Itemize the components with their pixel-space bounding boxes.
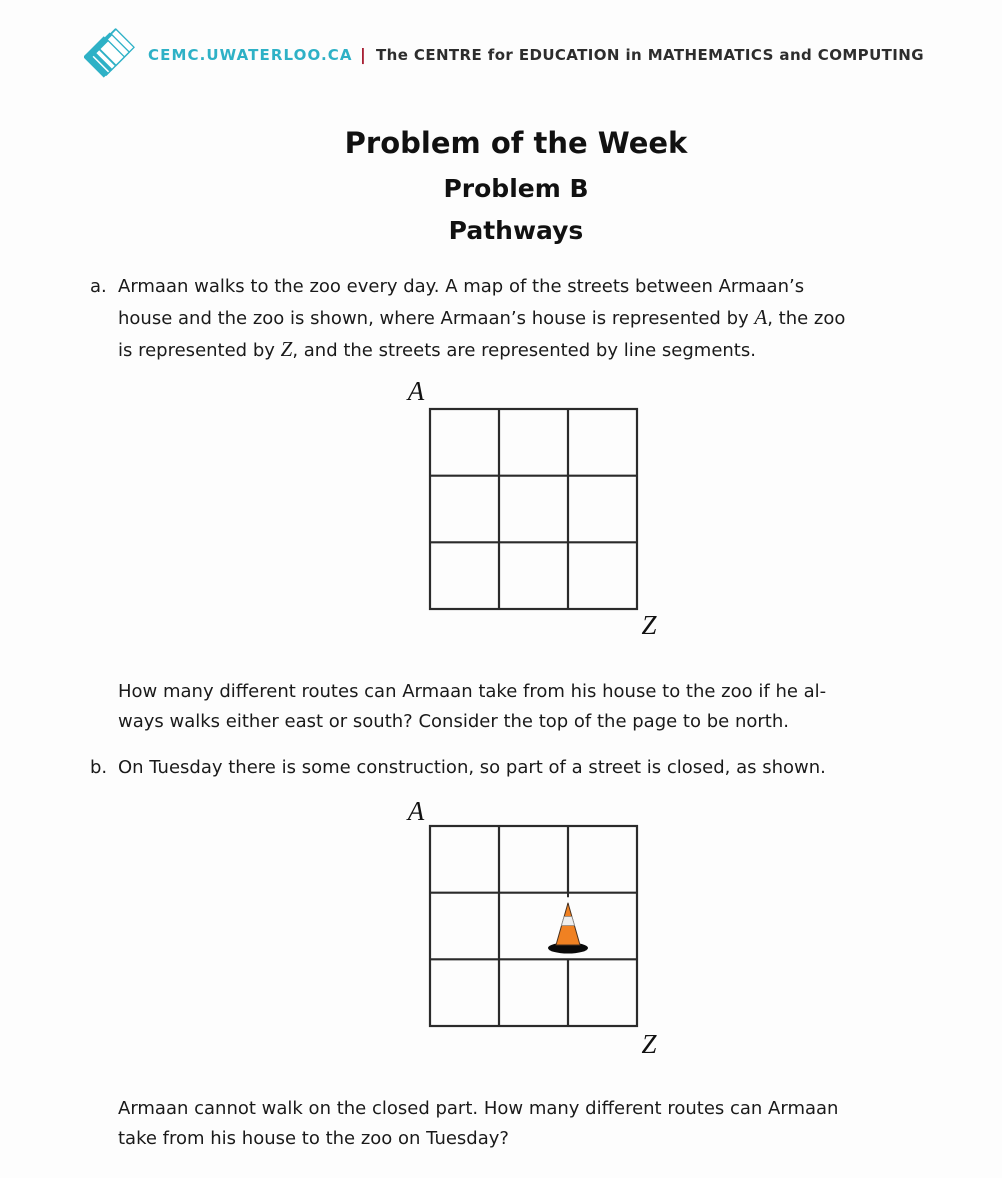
- doc-subtitle-problem: Problem B: [443, 174, 589, 203]
- doc-title: Problem of the Week: [344, 126, 688, 160]
- house-variable: A: [754, 305, 768, 329]
- problem-a-question-line-2: ways walks either east or south? Consider the top of the page to be north.: [118, 711, 789, 732]
- problem-b-intro: On Tuesday there is some construction, so part of a street is closed, as shown.: [118, 757, 826, 778]
- problem-a-paragraph: [118, 272, 958, 366]
- problem-b-question-line-1: Armaan cannot walk on the closed part. How many different routes can Armaan: [118, 1098, 839, 1119]
- problem-b-label: b.: [90, 757, 108, 778]
- header-divider: |: [360, 45, 366, 64]
- problem-b-question: [118, 1094, 958, 1154]
- doc-subtitle-topic: Pathways: [448, 216, 584, 245]
- header-tagline: The CENTRE for EDUCATION in MATHEMATICS and COMPUTING: [376, 46, 924, 64]
- problem-a-label: a.: [90, 276, 107, 297]
- diagram1-zoo-label: Z: [641, 610, 657, 640]
- problem-a-question-line-1: How many different routes can Armaan take from his house to the zoo if he al-: [118, 681, 827, 702]
- problem-a-line-2: house and the zoo is shown, where Armaan’s house is represented by A, the zoo: [118, 305, 846, 329]
- traffic-cone-icon: [548, 903, 588, 954]
- diagram2-street-grid: [428, 824, 640, 1030]
- problem-a-line-1: Armaan walks to the zoo every day. A map of the streets between Armaan’s: [118, 276, 805, 297]
- cemc-logo-icon: [84, 26, 136, 84]
- diagram2-house-label: A: [407, 796, 425, 826]
- problem-a-question: [118, 677, 958, 737]
- problem-b-question-line-2: take from his house to the zoo on Tuesday?: [118, 1128, 509, 1149]
- diagram1-house-label: A: [407, 376, 425, 406]
- site-url: CEMC.UWATERLOO.CA: [148, 46, 353, 64]
- zoo-variable: Z: [280, 337, 293, 361]
- diagram1-street-grid: [428, 407, 640, 613]
- diagram2-zoo-label: Z: [641, 1029, 657, 1059]
- problem-a-line-3: is represented by Z, and the streets are represented by line segments.: [118, 337, 756, 361]
